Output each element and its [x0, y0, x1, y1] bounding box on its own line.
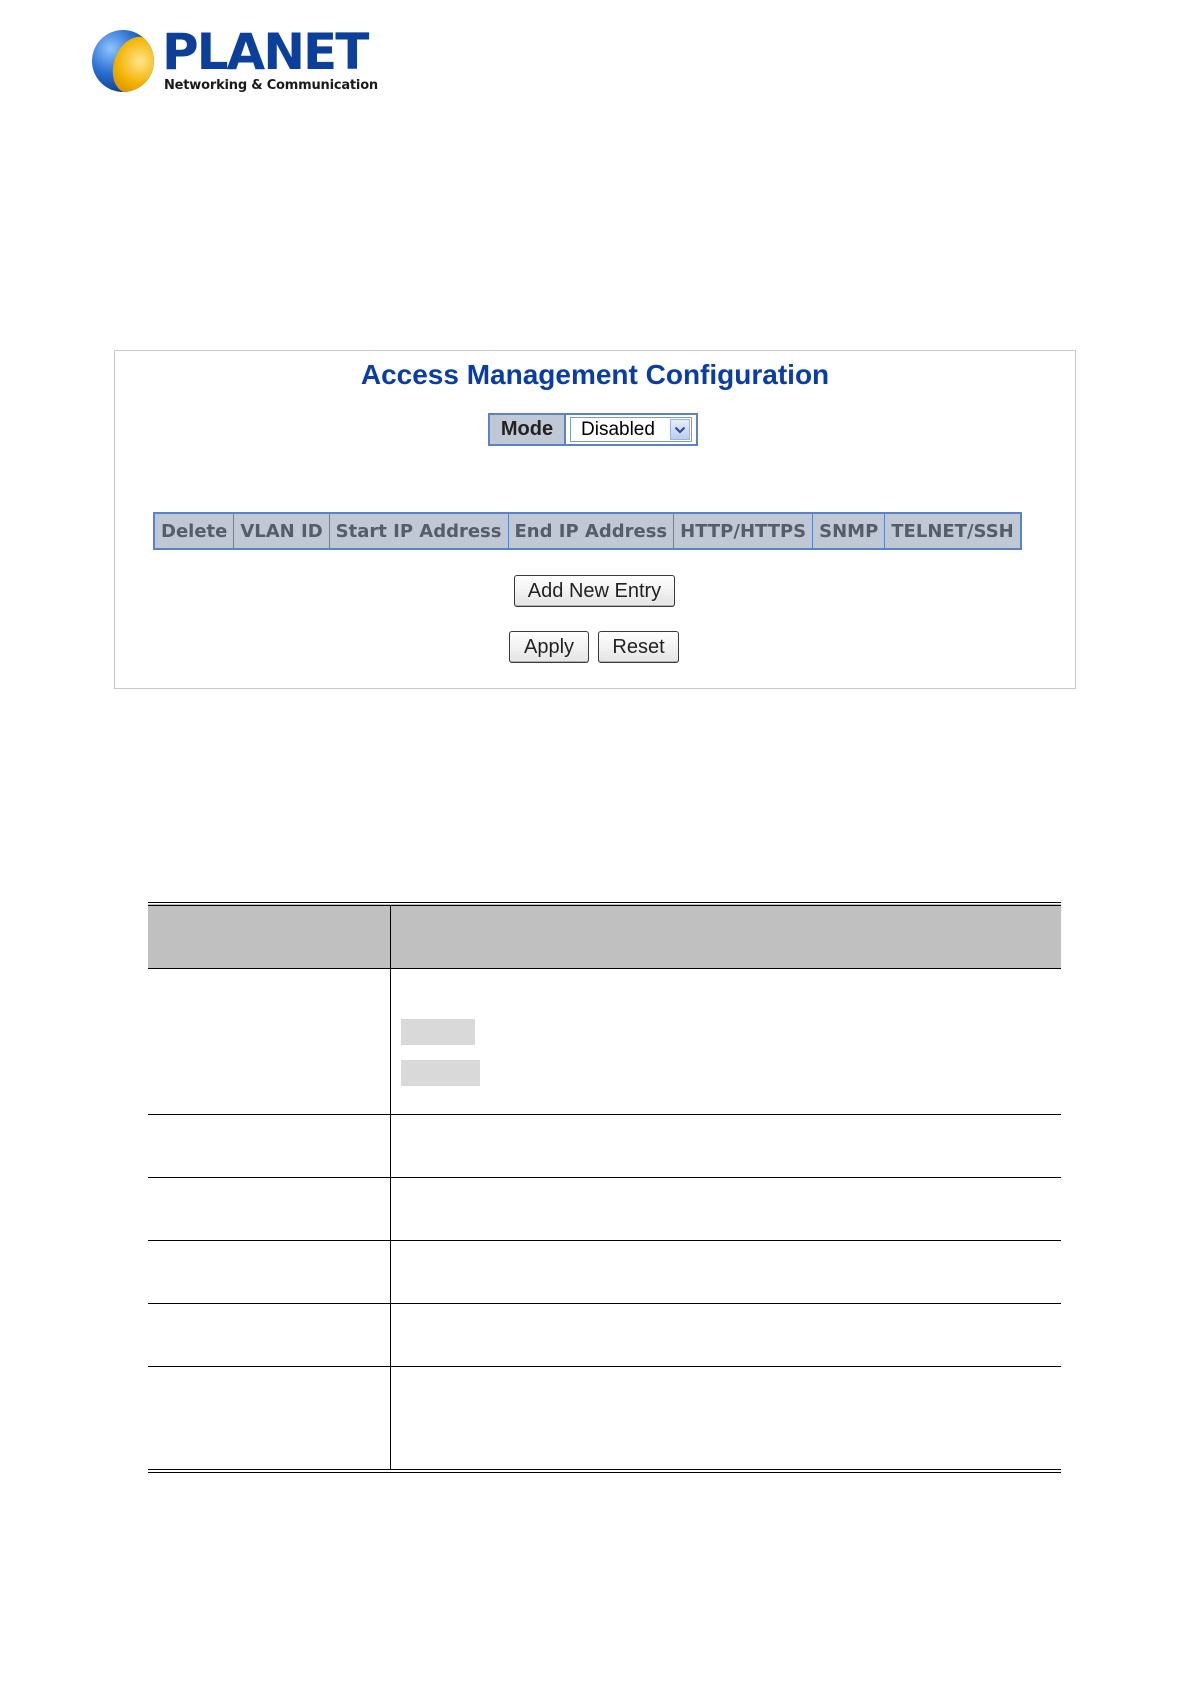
mode-select[interactable] — [570, 417, 692, 442]
planet-logo — [92, 23, 378, 100]
object-cell — [148, 969, 391, 1115]
table-header-row — [154, 513, 1021, 549]
object-cell — [148, 1241, 391, 1304]
col-http-https: HTTP/HTTPS — [674, 513, 813, 549]
col-end-ip: End IP Address — [508, 513, 674, 549]
highlight-box — [401, 1060, 480, 1086]
header-description-cell — [391, 904, 1062, 969]
logo-wordmark: PLANET — [162, 23, 368, 81]
add-new-entry-button[interactable]: Add New Entry — [514, 575, 675, 607]
logo-tagline: Networking & Communication — [164, 78, 378, 93]
table-row — [148, 969, 1061, 1115]
mode-control — [488, 413, 698, 446]
object-cell — [148, 1115, 391, 1178]
description-cell — [391, 969, 1062, 1115]
object-cell — [148, 1304, 391, 1367]
access-management-panel — [114, 350, 1076, 689]
description-cell — [391, 1115, 1062, 1178]
table-row — [148, 1304, 1061, 1367]
description-header-row — [148, 904, 1061, 969]
table-row — [148, 1115, 1061, 1178]
page-title: Access Management Configuration — [360, 359, 830, 390]
globe-icon — [92, 30, 154, 92]
header-object-cell — [148, 904, 391, 969]
table-row — [148, 1178, 1061, 1241]
col-start-ip: Start IP Address — [329, 513, 508, 549]
col-snmp: SNMP — [813, 513, 885, 549]
chevron-down-icon[interactable] — [670, 419, 690, 440]
description-cell — [391, 1178, 1062, 1241]
description-cell — [391, 1367, 1062, 1472]
col-vlan-id: VLAN ID — [234, 513, 329, 549]
description-cell — [391, 1241, 1062, 1304]
table-row — [148, 1241, 1061, 1304]
col-telnet-ssh: TELNET/SSH — [885, 513, 1021, 549]
mode-select-wrapper — [566, 415, 696, 444]
col-delete: Delete — [154, 513, 234, 549]
highlight-box — [401, 1019, 475, 1045]
object-cell — [148, 1178, 391, 1241]
reset-button[interactable]: Reset — [598, 631, 679, 663]
table-row — [148, 1367, 1061, 1472]
description-cell — [391, 1304, 1062, 1367]
mode-label: Mode — [490, 415, 566, 444]
mode-select-value: Disabled — [581, 419, 655, 440]
object-cell — [148, 1367, 391, 1472]
apply-button[interactable]: Apply — [509, 631, 589, 663]
access-entries-table — [153, 512, 1022, 550]
description-table — [148, 902, 1061, 1473]
